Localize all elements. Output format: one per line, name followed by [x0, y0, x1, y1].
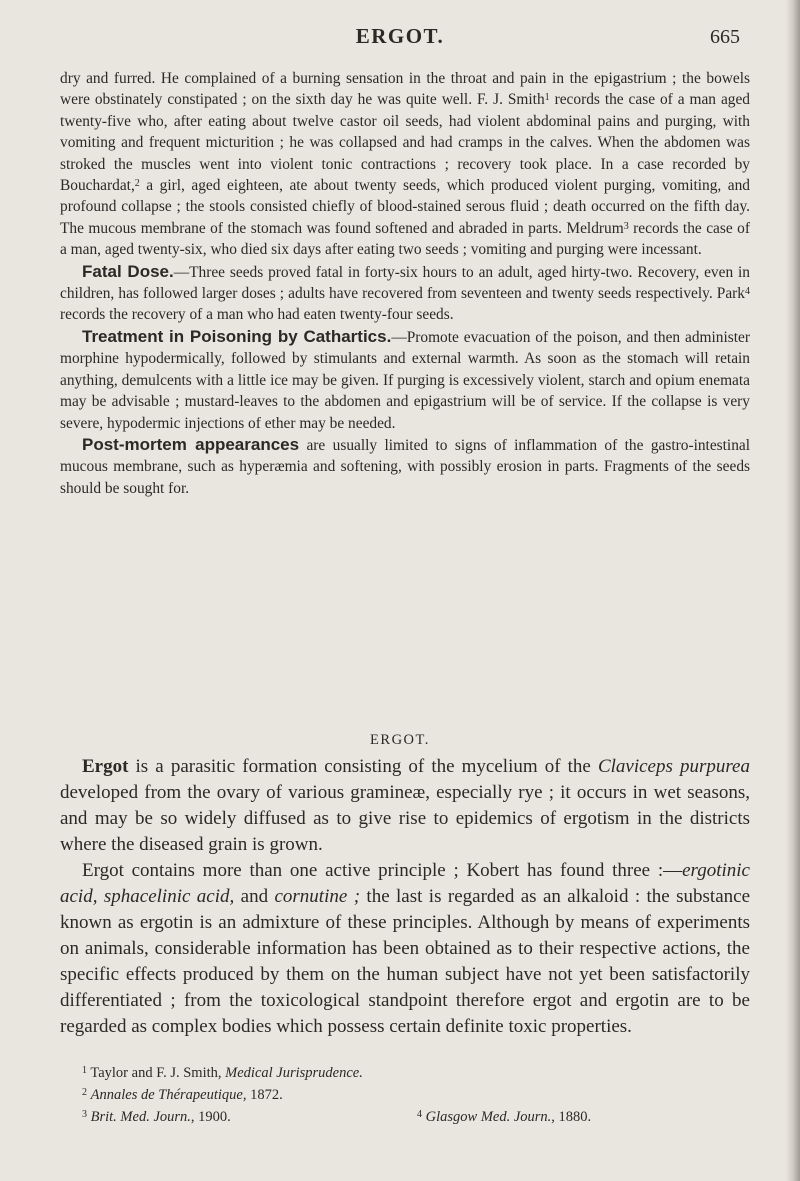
body-text-ergot	[60, 754, 750, 1040]
page-header	[0, 24, 800, 60]
footnote-ref-1: 1	[544, 92, 550, 104]
footnote-3: $^3$ Brit. Med. Journ., 1900.	[82, 1109, 231, 1125]
paragraph-postmortem: Post-mortem appearances are usually limited to signs of inflammation of the gastro-intestinal mucous membrane, such as hyperæmia and softening, with possibly erosion in parts. Fragments of the seeds should be sought for.	[60, 434, 750, 497]
footnotes	[82, 1062, 742, 1128]
heading-fatal-dose: Fatal Dose.	[82, 261, 174, 281]
footnote-2: $^2$ Annales de Thérapeutique, 1872.	[82, 1087, 283, 1103]
footnote-4: $^4$ Glasgow Med. Journ., 1880.	[417, 1109, 592, 1125]
paragraph-ergot-principles: Ergot contains more than one active principle ; Kobert has found three :—ergotinic acid, sphacelinic acid, and cornutine ; the last is regarded as an alkaloid : the substance known as ergotin is an admixture of these principles. Although by means of experiments on animals, considerable information has been obtained as to their respective actions, the specific effects produced by them on the human subject have not yet been satisfactorily differentiated ; from the toxicological standpoint therefore ergot and ergotin are to be regarded as complex bodies which possess certain definite toxic properties.	[60, 860, 751, 1037]
heading-postmortem: Post-mortem appearances	[82, 434, 300, 454]
footnote-ref-4: 4	[745, 286, 750, 298]
page-number: 665	[710, 26, 740, 48]
footnote-ref-3: 3	[623, 220, 629, 232]
paragraph-treatment: Treatment in Poisoning by Cathartics.—Promote evacuation of the poison, and then administer morphine hypodermically, followed by stimulants and external warmth. As soon as the stomach will retain anything, demulcents with a little ice may be given. If purging is excessively violent, starch and opium enemata may be advisable ; mustard-leaves to the abdomen and epigastrium will be of service. If the collapse is very severe, hypodermic injections of ether may be needed.	[60, 326, 750, 432]
paragraph-fatal-dose: Fatal Dose.—Three seeds proved fatal in forty-six hours to an adult, aged hirty-two. Recovery, even in children, has followed larger doses ; adults have recovered from seventeen and twenty seeds respectively. Park$^4$ records the recovery of a man who had eaten twenty-four seeds.	[60, 261, 750, 324]
paragraph-ergot-definition: Ergot is a parasitic formation consisting of the mycelium of the Claviceps purpurea developed from the ovary of various gramineæ, especially rye ; it occurs in wet seasons, and may be so widely diffused as to give rise to epidemics of ergotism in the districts where the diseased grain is grown.	[60, 756, 750, 855]
footnote-ref-2: 2	[134, 178, 140, 190]
heading-treatment: Treatment in Poisoning by Cathartics.	[82, 326, 392, 346]
running-title: ERGOT.	[355, 24, 445, 48]
footnote-1: $^1$ Taylor and F. J. Smith, Medical Jurisprudence.	[82, 1065, 363, 1081]
paragraph-castor-cases: dry and furred. He complained of a burning sensation in the throat and pain in the epigastrium ; the bowels were obstinately constipated ; on the sixth day he was quite well. F. J. Smith$^1$ records the case of a man aged twenty-five who, after eating about twelve castor oil seeds, had violent abdominal pains and purging, with vomiting and frequent micturition ; he was collapsed and had cramps in the calves. When the abdomen was stroked the muscles went into violent tonic contractions ; recovery took place. In a case recorded by Bouchardat,$^2$ a girl, aged eighteen, ate about twenty seeds, which produced violent purging, vomiting, and profound collapse ; the stools consisted chiefly of blood-stained serous fluid ; death occurred on the fifth day. The mucous membrane of the stomach was found softened and abraded in parts. Meldrum$^3$ records the case of a man, aged twenty-six, who died six days after eating two seeds ; vomiting and purging were incessant.	[60, 70, 750, 259]
page-spine-shadow	[786, 0, 800, 1181]
section-heading-ergot: ERGOT.	[370, 732, 430, 748]
body-text-small	[60, 68, 750, 499]
